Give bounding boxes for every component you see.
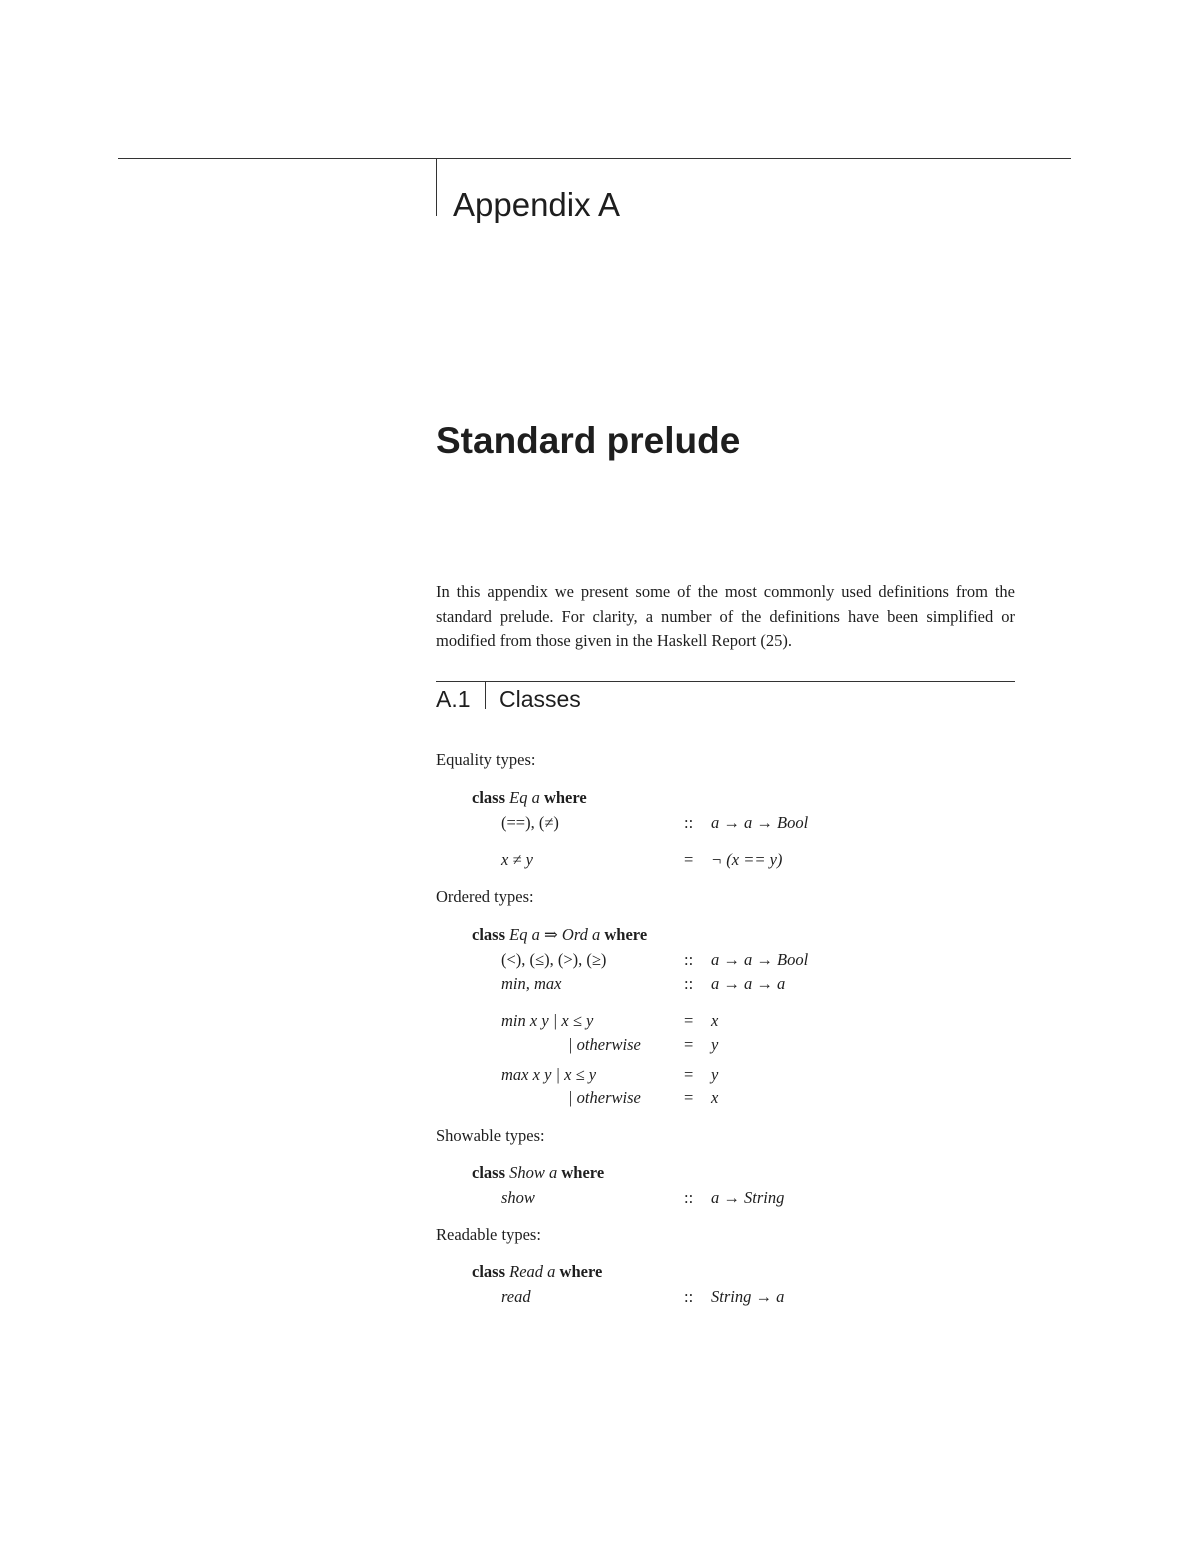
- ord-ops-type: a → a → Bool: [711, 950, 809, 969]
- show-method: show: [501, 1188, 535, 1207]
- keyword-where: where: [604, 925, 648, 944]
- type-sig-symbol: ::: [684, 1287, 694, 1306]
- section-number: A.1: [436, 686, 471, 712]
- type-sig-symbol: ::: [684, 974, 694, 993]
- eq-def-rhs: ¬ (x == y): [711, 850, 783, 869]
- keyword-where: where: [543, 788, 587, 807]
- eq-ops-type: a → a → Bool: [711, 813, 809, 832]
- ord-ops: (<), (≤), (>), (≥): [501, 950, 607, 969]
- ord-class-decl: [472, 925, 647, 945]
- minmax-type: a → a → a: [711, 974, 786, 993]
- intro-paragraph: In this appendix we present some of the most commonly used definitions from the standard prelude. For clarity, a number of the definitions have been simplified or modified from those given in the Haskell Report (25).: [436, 582, 1015, 650]
- eq-class-decl: [472, 788, 587, 808]
- eq-ops: (==), (≠): [501, 813, 559, 832]
- type-var: a: [549, 1163, 558, 1182]
- keyword-class: class: [472, 1262, 505, 1281]
- chapter-title: Standard prelude: [436, 420, 741, 461]
- top-rule: [118, 158, 1071, 159]
- read-method: read: [501, 1287, 531, 1306]
- keyword-class: class: [472, 1163, 505, 1182]
- min-guard: | otherwise: [568, 1035, 641, 1054]
- equals-symbol: =: [684, 1035, 694, 1054]
- type-sig-symbol: ::: [684, 813, 694, 832]
- class-name: Ord: [561, 925, 588, 944]
- equality-label: Equality types:: [436, 750, 536, 769]
- max-def-rhs1: y: [711, 1065, 719, 1084]
- equals-symbol: =: [684, 1088, 694, 1107]
- type-sig-symbol: ::: [684, 950, 694, 969]
- keyword-where: where: [559, 1262, 603, 1281]
- show-class-decl: [472, 1163, 604, 1183]
- appendix-label: Appendix A: [453, 186, 620, 223]
- type-var: a: [531, 788, 540, 807]
- max-def-rhs2: x: [711, 1088, 719, 1107]
- ordered-label: Ordered types:: [436, 887, 534, 906]
- read-method-type: String → a: [711, 1287, 785, 1306]
- min-def-rhs1: x: [711, 1011, 719, 1030]
- type-sig-symbol: ::: [684, 1188, 694, 1207]
- section-divider: [485, 681, 486, 709]
- readable-label: Readable types:: [436, 1225, 541, 1244]
- class-name: Show: [509, 1163, 545, 1182]
- showable-label: Showable types:: [436, 1126, 545, 1145]
- min-def-rhs2: y: [711, 1035, 719, 1054]
- appendix-divider: [436, 158, 437, 216]
- section-title: Classes: [499, 686, 581, 712]
- type-var: a: [547, 1262, 556, 1281]
- class-name: Eq: [509, 788, 528, 807]
- class-context: Eq a ⇒: [509, 925, 558, 944]
- equals-symbol: =: [684, 1065, 694, 1084]
- type-var: a: [592, 925, 601, 944]
- max-def-lhs: max x y | x ≤ y: [501, 1065, 597, 1084]
- keyword-class: class: [472, 788, 505, 807]
- section-rule: [436, 681, 1015, 682]
- show-method-type: a → String: [711, 1188, 785, 1207]
- min-def-lhs: min x y | x ≤ y: [501, 1011, 594, 1030]
- keyword-class: class: [472, 925, 505, 944]
- read-class-decl: [472, 1262, 602, 1282]
- max-guard: | otherwise: [568, 1088, 641, 1107]
- equals-symbol: =: [684, 850, 694, 869]
- eq-def-lhs: x ≠ y: [501, 850, 533, 869]
- equals-symbol: =: [684, 1011, 694, 1030]
- class-name: Read: [509, 1262, 544, 1281]
- minmax-ops: min, max: [501, 974, 562, 993]
- keyword-where: where: [561, 1163, 605, 1182]
